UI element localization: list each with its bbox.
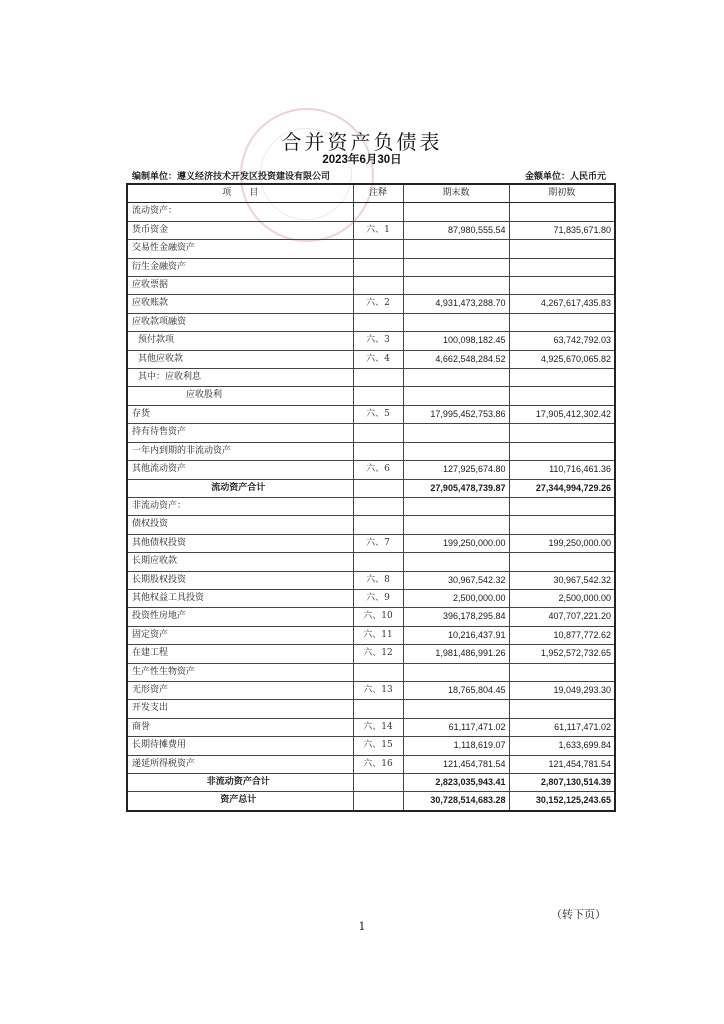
row-item-cell: 其他流动资产 — [127, 461, 353, 479]
row-end-value: 127,925,674.80 — [403, 461, 509, 479]
row-begin-value: 4,925,670,065.82 — [509, 350, 615, 368]
table-row — [127, 571, 615, 589]
table-row — [127, 553, 615, 571]
row-begin-value — [509, 516, 615, 534]
table-row — [127, 774, 615, 792]
row-item-cell: 一年内到期的非流动资产 — [127, 442, 353, 460]
row-note-cell — [353, 369, 403, 387]
row-note-cell: 六、7 — [353, 534, 403, 552]
row-item-cell: 其他应收款 — [127, 350, 353, 368]
row-begin-value: 63,742,792.03 — [509, 332, 615, 350]
table-row — [127, 737, 615, 755]
row-begin-value: 10,877,772.62 — [509, 626, 615, 644]
row-note-cell: 六、6 — [353, 461, 403, 479]
row-item-cell: 应收股利 — [127, 387, 353, 405]
row-begin-value: 2,500,000.00 — [509, 589, 615, 607]
col-note-header: 注释 — [353, 184, 403, 203]
row-end-value — [403, 387, 509, 405]
row-begin-value: 1,633,699.84 — [509, 737, 615, 755]
row-item-cell: 非流动资产： — [127, 497, 353, 515]
row-note-cell — [353, 442, 403, 460]
row-end-value — [403, 497, 509, 515]
row-note-cell: 六、16 — [353, 755, 403, 773]
row-end-value: 4,931,473,288.70 — [403, 295, 509, 313]
row-item-cell: 长期股权投资 — [127, 571, 353, 589]
row-end-value: 30,728,514,683.28 — [403, 792, 509, 811]
row-note-cell: 六、2 — [353, 295, 403, 313]
table-row — [127, 442, 615, 460]
row-begin-value: 407,707,221.20 — [509, 608, 615, 626]
row-item-cell: 固定资产 — [127, 626, 353, 644]
row-item-cell: 其他权益工具投资 — [127, 589, 353, 607]
row-begin-value: 110,716,461.36 — [509, 461, 615, 479]
row-item-cell: 商誉 — [127, 718, 353, 736]
table-row — [127, 387, 615, 405]
row-begin-value: 19,049,293.30 — [509, 681, 615, 699]
table-row — [127, 277, 615, 295]
row-begin-value — [509, 203, 615, 221]
col-item-header: 项 目 — [127, 184, 353, 203]
row-end-value: 121,454,781.54 — [403, 755, 509, 773]
row-item-cell: 应收账款 — [127, 295, 353, 313]
table-row — [127, 461, 615, 479]
row-begin-value — [509, 313, 615, 331]
table-row — [127, 608, 615, 626]
row-note-cell — [353, 258, 403, 276]
row-end-value — [403, 369, 509, 387]
row-end-value — [403, 258, 509, 276]
row-begin-value: 17,905,412,302.42 — [509, 405, 615, 423]
row-item-cell: 长期待摊费用 — [127, 737, 353, 755]
table-row — [127, 700, 615, 718]
table-row — [127, 534, 615, 552]
table-header-row — [127, 184, 615, 203]
table-row — [127, 369, 615, 387]
row-end-value: 396,178,295.84 — [403, 608, 509, 626]
row-begin-value — [509, 497, 615, 515]
row-end-value — [403, 553, 509, 571]
table-row — [127, 589, 615, 607]
row-begin-value: 2,807,130,514.39 — [509, 774, 615, 792]
row-item-cell: 持有待售资产 — [127, 424, 353, 442]
page-number: 1 — [358, 920, 366, 933]
table-row — [127, 718, 615, 736]
row-end-value: 27,905,478,739.87 — [403, 479, 509, 497]
row-begin-value: 30,967,542.32 — [509, 571, 615, 589]
table-row — [127, 203, 615, 221]
row-note-cell: 六、10 — [353, 608, 403, 626]
row-note-cell — [353, 700, 403, 718]
row-end-value — [403, 424, 509, 442]
row-end-value — [403, 700, 509, 718]
row-item-cell: 在建工程 — [127, 645, 353, 663]
table-row — [127, 332, 615, 350]
row-note-cell — [353, 479, 403, 497]
row-item-cell: 无形资产 — [127, 681, 353, 699]
row-begin-value — [509, 240, 615, 258]
row-end-value — [403, 442, 509, 460]
row-item-cell: 资产总计 — [127, 792, 353, 811]
table-row — [127, 792, 615, 811]
row-item-cell: 债权投资 — [127, 516, 353, 534]
row-item-cell: 非流动资产合计 — [127, 774, 353, 792]
row-note-cell — [353, 277, 403, 295]
table-row — [127, 295, 615, 313]
row-note-cell — [353, 240, 403, 258]
row-item-cell: 存货 — [127, 405, 353, 423]
row-begin-value: 71,835,671.80 — [509, 221, 615, 239]
col-end-header: 期末数 — [403, 184, 509, 203]
row-item-cell: 预付款项 — [127, 332, 353, 350]
row-note-cell — [353, 203, 403, 221]
row-end-value: 4,662,548,284.52 — [403, 350, 509, 368]
table-row — [127, 240, 615, 258]
row-end-value: 87,980,555.54 — [403, 221, 509, 239]
currency-unit: 金额单位：人民币元 — [524, 172, 606, 182]
row-begin-value — [509, 424, 615, 442]
row-note-cell — [353, 792, 403, 811]
row-item-cell: 投资性房地产 — [127, 608, 353, 626]
table-row — [127, 258, 615, 276]
row-end-value: 30,967,542.32 — [403, 571, 509, 589]
row-end-value — [403, 240, 509, 258]
row-note-cell: 六、15 — [353, 737, 403, 755]
row-note-cell — [353, 424, 403, 442]
row-begin-value — [509, 369, 615, 387]
table-row — [127, 405, 615, 423]
continued-note: （转下页） — [551, 908, 606, 921]
row-begin-value — [509, 277, 615, 295]
row-note-cell: 六、11 — [353, 626, 403, 644]
row-end-value: 18,765,804.45 — [403, 681, 509, 699]
row-begin-value: 61,117,471.02 — [509, 718, 615, 736]
row-item-cell: 交易性金融资产 — [127, 240, 353, 258]
row-item-cell: 开发支出 — [127, 700, 353, 718]
row-begin-value — [509, 387, 615, 405]
row-begin-value: 30,152,125,243.65 — [509, 792, 615, 811]
row-note-cell: 六、12 — [353, 645, 403, 663]
row-item-cell: 流动资产合计 — [127, 479, 353, 497]
row-begin-value — [509, 663, 615, 681]
row-end-value — [403, 277, 509, 295]
row-item-cell: 生产性生物资产 — [127, 663, 353, 681]
row-note-cell — [353, 516, 403, 534]
row-item-cell: 应收票据 — [127, 277, 353, 295]
row-end-value: 10,216,437.91 — [403, 626, 509, 644]
row-item-cell: 衍生金融资产 — [127, 258, 353, 276]
table-row — [127, 497, 615, 515]
row-item-cell: 其中：应收利息 — [127, 369, 353, 387]
row-note-cell — [353, 387, 403, 405]
row-item-cell: 应收款项融资 — [127, 313, 353, 331]
row-note-cell: 六、4 — [353, 350, 403, 368]
table-row — [127, 313, 615, 331]
row-end-value: 61,117,471.02 — [403, 718, 509, 736]
row-item-cell: 长期应收款 — [127, 553, 353, 571]
row-note-cell — [353, 553, 403, 571]
row-note-cell — [353, 497, 403, 515]
row-end-value: 1,118,619.07 — [403, 737, 509, 755]
row-note-cell: 六、1 — [353, 221, 403, 239]
row-begin-value — [509, 700, 615, 718]
table-row — [127, 626, 615, 644]
table-row — [127, 681, 615, 699]
row-item-cell: 递延所得税资产 — [127, 755, 353, 773]
row-note-cell — [353, 313, 403, 331]
table-row — [127, 663, 615, 681]
col-begin-header: 期初数 — [509, 184, 615, 203]
table-row — [127, 516, 615, 534]
row-end-value: 199,250,000.00 — [403, 534, 509, 552]
row-item-cell: 流动资产： — [127, 203, 353, 221]
row-note-cell: 六、5 — [353, 405, 403, 423]
row-end-value: 2,500,000.00 — [403, 589, 509, 607]
row-end-value: 100,098,182.45 — [403, 332, 509, 350]
row-end-value: 17,995,452,753.86 — [403, 405, 509, 423]
row-item-cell: 其他债权投资 — [127, 534, 353, 552]
row-end-value — [403, 663, 509, 681]
row-begin-value — [509, 553, 615, 571]
row-begin-value — [509, 442, 615, 460]
row-begin-value: 27,344,994,729.26 — [509, 479, 615, 497]
row-begin-value: 199,250,000.00 — [509, 534, 615, 552]
row-note-cell — [353, 774, 403, 792]
row-end-value — [403, 203, 509, 221]
row-begin-value: 121,454,781.54 — [509, 755, 615, 773]
row-end-value: 1,981,486,991.26 — [403, 645, 509, 663]
row-begin-value: 1,952,572,732.65 — [509, 645, 615, 663]
row-note-cell: 六、3 — [353, 332, 403, 350]
table-row — [127, 221, 615, 239]
table-row — [127, 424, 615, 442]
row-end-value — [403, 516, 509, 534]
row-note-cell — [353, 663, 403, 681]
table-row — [127, 645, 615, 663]
table-row — [127, 350, 615, 368]
row-note-cell: 六、14 — [353, 718, 403, 736]
row-begin-value: 4,267,617,435.83 — [509, 295, 615, 313]
row-note-cell: 六、13 — [353, 681, 403, 699]
row-begin-value — [509, 258, 615, 276]
table-row — [127, 755, 615, 773]
report-date: 2023年6月30日 — [322, 154, 402, 166]
table-row — [127, 479, 615, 497]
row-end-value: 2,823,035,943.41 — [403, 774, 509, 792]
balance-sheet-table — [126, 183, 616, 812]
page-title: 合并资产负债表 — [281, 130, 443, 154]
row-note-cell: 六、8 — [353, 571, 403, 589]
row-end-value — [403, 313, 509, 331]
row-note-cell: 六、9 — [353, 589, 403, 607]
row-item-cell: 货币资金 — [127, 221, 353, 239]
preparing-unit: 编制单位：遵义经济技术开发区投资建设有限公司 — [132, 172, 331, 182]
